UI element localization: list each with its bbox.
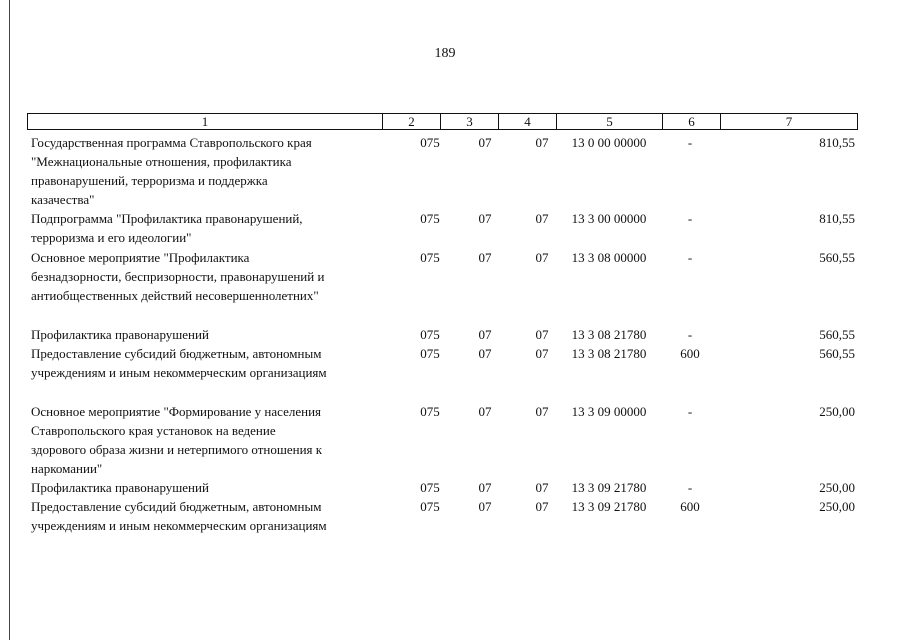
row-col-4: 07: [535, 346, 549, 361]
row-col-4: 07: [535, 327, 549, 342]
page-number: 189: [434, 46, 456, 61]
row-col-2: 075: [420, 404, 440, 419]
row-col-5: 13 3 09 21780: [571, 480, 647, 495]
header-col-2: 2: [383, 114, 441, 129]
row-col-4: 07: [535, 499, 549, 514]
row-description: [31, 497, 376, 535]
row-description: [31, 325, 376, 344]
row-col-5: 13 3 00 00000: [571, 211, 647, 226]
row-col-2: 075: [420, 480, 440, 495]
description-line: Основное мероприятие "Профилактика: [31, 250, 250, 265]
description-line: терроризма и его идеологии": [31, 230, 192, 245]
row-col-3: 07: [478, 327, 492, 342]
row-col-6: -: [687, 250, 693, 265]
description-line: здорового образа жизни и нетерпимого отношения к: [31, 442, 323, 457]
row-amount: 250,00: [819, 404, 855, 419]
header-col-4: 4: [499, 114, 557, 129]
row-col-2: 075: [420, 346, 440, 361]
row-col-6: 600: [680, 499, 700, 514]
row-col-4: 07: [535, 135, 549, 150]
row-col-3: 07: [478, 135, 492, 150]
description-line: учреждениям и иным некоммерческим организациям: [31, 365, 327, 380]
row-col-4: 07: [535, 404, 549, 419]
row-col-4: 07: [535, 480, 549, 495]
row-col-2: 075: [420, 135, 440, 150]
row-col-2: 075: [420, 327, 440, 342]
row-col-4: 07: [535, 250, 549, 265]
description-line: "Межнациональные отношения, профилактика: [31, 154, 292, 169]
row-col-3: 07: [478, 211, 492, 226]
row-amount: 250,00: [819, 480, 855, 495]
header-col-1: 1: [28, 114, 383, 129]
row-col-6: -: [687, 480, 693, 495]
description-line: Основное мероприятие "Формирование у населения: [31, 404, 321, 419]
row-amount: 560,55: [819, 346, 855, 361]
row-col-4: 07: [535, 211, 549, 226]
row-col-5: 13 0 00 00000: [571, 135, 647, 150]
page-left-edge: [9, 0, 10, 640]
description-line: Профилактика правонарушений: [31, 327, 209, 342]
row-col-6: 600: [680, 346, 700, 361]
row-col-2: 075: [420, 250, 440, 265]
row-col-3: 07: [478, 346, 492, 361]
row-col-3: 07: [478, 250, 492, 265]
row-description: [31, 209, 376, 247]
row-amount: 560,55: [819, 250, 855, 265]
description-line: правонарушений, терроризма и поддержка: [31, 173, 268, 188]
row-amount: 250,00: [819, 499, 855, 514]
row-amount: 810,55: [819, 211, 855, 226]
description-line: безнадзорности, беспризорности, правонарушений и: [31, 269, 325, 284]
row-col-2: 075: [420, 499, 440, 514]
header-col-3: 3: [441, 114, 499, 129]
row-col-5: 13 3 08 21780: [571, 327, 647, 342]
header-col-7: 7: [785, 114, 793, 129]
description-line: Профилактика правонарушений: [31, 480, 209, 495]
row-col-3: 07: [478, 499, 492, 514]
row-col-6: -: [687, 211, 693, 226]
header-col-6: 6: [663, 114, 721, 129]
description-line: Предоставление субсидий бюджетным, автономным: [31, 346, 322, 361]
description-line: наркомании": [31, 461, 103, 476]
row-col-5: 13 3 08 00000: [571, 250, 647, 265]
row-description: [31, 344, 376, 382]
description-line: антиобщественных действий несовершеннолетних": [31, 288, 319, 303]
row-amount: 560,55: [819, 327, 855, 342]
row-description: [31, 478, 376, 497]
row-col-3: 07: [478, 404, 492, 419]
row-description: [31, 402, 376, 478]
row-description: [31, 248, 376, 305]
description-line: Предоставление субсидий бюджетным, автономным: [31, 499, 322, 514]
row-col-5: 13 3 09 21780: [571, 499, 647, 514]
description-line: Подпрограмма "Профилактика правонарушений,: [31, 211, 303, 226]
table-header: [27, 113, 858, 130]
row-description: [31, 133, 376, 209]
description-line: казачества": [31, 192, 95, 207]
description-line: Государственная программа Ставропольского края: [31, 135, 312, 150]
row-col-5: 13 3 08 21780: [571, 346, 647, 361]
description-line: Ставропольского края установок на ведение: [31, 423, 276, 438]
row-col-5: 13 3 09 00000: [571, 404, 647, 419]
header-col-5: 5: [557, 114, 663, 129]
row-amount: 810,55: [819, 135, 855, 150]
row-col-2: 075: [420, 211, 440, 226]
row-col-6: -: [687, 327, 693, 342]
row-col-6: -: [687, 135, 693, 150]
row-col-6: -: [687, 404, 693, 419]
description-line: учреждениям и иным некоммерческим организациям: [31, 518, 327, 533]
row-col-3: 07: [478, 480, 492, 495]
